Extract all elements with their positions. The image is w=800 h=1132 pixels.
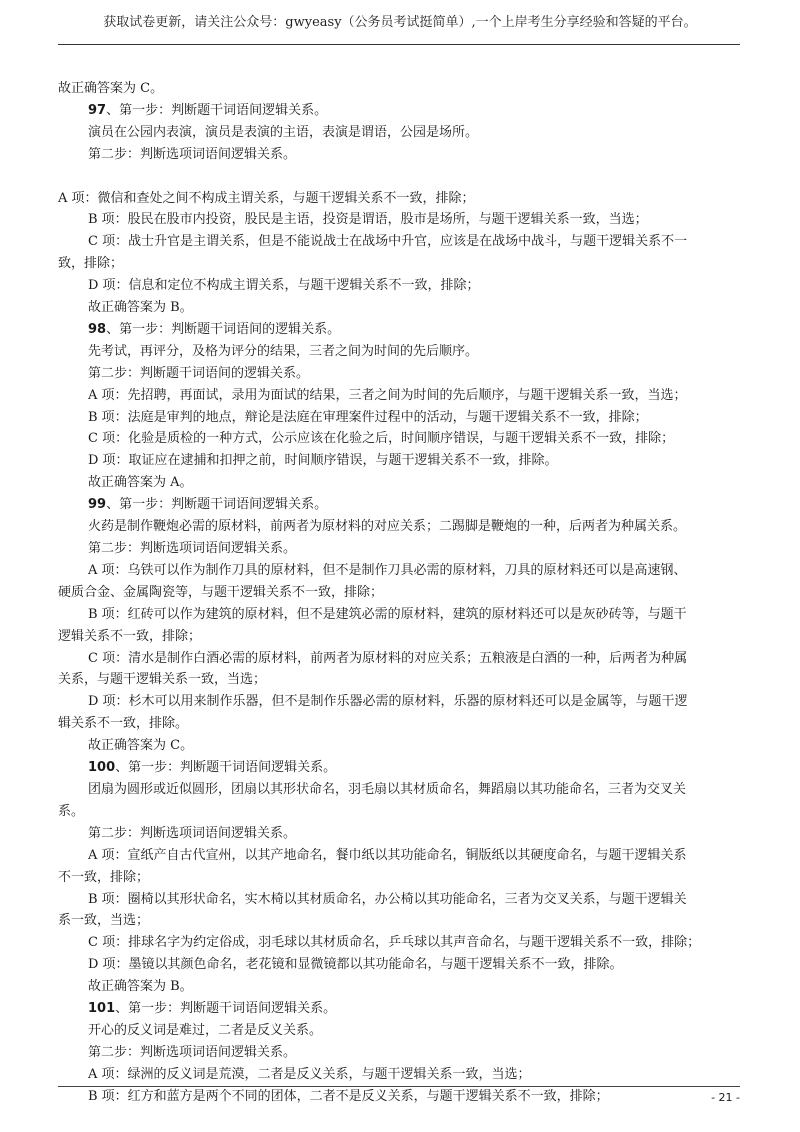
text-line [58,407,740,429]
text-line [58,669,740,691]
question-heading [58,998,740,1020]
text-line [58,691,740,713]
line-text: 、第一步：判断题干词语间逻辑关系。 [115,760,337,776]
text-line [58,209,740,231]
text-line [58,385,740,407]
text-line [58,932,740,954]
line-text: C 项：排球名字为约定俗成，羽毛球以其材质命名，乒乓球以其声音命名，与题干逻辑关系不一致，排除； [88,935,701,951]
text-line [58,144,740,166]
line-text: 硬质合金、金属陶瓷等，与题干逻辑关系不一致，排除； [58,584,384,600]
line-text: 致，排除； [58,256,124,272]
line-text: 开心的反义词是难过，二者是反义关系。 [88,1022,323,1038]
blank-line [58,166,740,188]
line-text: C 项：清水是制作白酒必需的原材料，前两者为原材料的对应关系；五粮液是白酒的一种，后两者为种属 [88,650,688,666]
text-line [58,954,740,976]
question-heading [58,319,740,341]
line-text: C 项：化验是质检的一种方式，公示应该在化验之后，时间顺序错误，与题干逻辑关系不一致，排除； [88,431,675,447]
line-text: 辑关系不一致，排除。 [58,716,189,732]
question-number: 99 [88,497,107,513]
line-text: C 项：战士升官是主谓关系，但是不能说战士在战场中升官，应该是在战场中战斗，与题干逻辑关系不一 [88,234,688,250]
line-text: B 项：圈椅以其形状命名，实木椅以其材质命名，办公椅以其功能命名，三者为交叉关系，与题干逻辑关 [88,891,687,907]
line-text: 、第一步：判断题干词语间逻辑关系。 [106,102,328,118]
question-heading [58,494,740,516]
line-text: D 项：杉木可以用来制作乐器，但不是制作乐器必需的原材料，乐器的原材料还可以是金属等，与题干逻 [88,694,688,710]
text-line [58,188,740,210]
line-text: 故正确答案为 C。 [88,738,194,754]
line-text: 、第一步：判断题干词语间的逻辑关系。 [106,321,341,337]
line-text: D 项：信息和定位不构成主谓关系，与题干逻辑关系不一致，排除； [88,278,480,294]
question-number: 97 [88,102,107,118]
line-text: B 项：红方和蓝方是两个不同的团体，二者不是反义关系，与题干逻辑关系不一致，排除； [88,1088,609,1104]
text-line [58,735,740,757]
question-number: 101 [88,1001,116,1017]
line-text: 不一致，排除； [58,869,150,885]
line-text: A 项：乌铁可以作为制作刀具的原材料，但不是制作刀具必需的原材料，刀具的原材料还可以是高速钢、 [88,562,687,578]
text-line [58,867,740,889]
line-text: 故正确答案为 B。 [88,300,193,316]
line-text: 团扇为圆形或近似圆形，团扇以其形状命名，羽毛扇以其材质命名，舞蹈扇以其功能命名，三者为交叉关 [88,781,687,797]
line-text: 第二步：判断选项词语间逻辑关系。 [88,146,297,162]
text-line [58,428,740,450]
text-line [58,779,740,801]
text-line [58,648,740,670]
text-line [58,297,740,319]
line-text: 关系，与题干逻辑关系一致，当选； [58,672,267,688]
line-text: 火药是制作鞭炮必需的原材料，前两者为原材料的对应关系；二踢脚是鞭炮的一种，后两者为种属关系。 [88,519,687,535]
line-text: B 项：法庭是审判的地点，辩论是法庭在审理案件过程中的活动，与题干逻辑关系不一致，排除； [88,409,648,425]
line-text: 、第一步：判断题干词语间逻辑关系。 [106,497,328,513]
text-line [58,253,740,275]
text-line [58,801,740,823]
text-line [58,450,740,472]
line-text: 故正确答案为 B。 [88,979,193,995]
text-line [58,823,740,845]
text-line [58,538,740,560]
text-line [58,1042,740,1064]
text-line [58,582,740,604]
text-line [58,910,740,932]
line-text: A 项：微信和查处之间不构成主谓关系，与题干逻辑关系不一致，排除； [58,190,475,206]
line-text: 先考试，再评分，及格为评分的结果，三者之间为时间的先后顺序。 [88,343,479,359]
line-text: D 项：墨镜以其颜色命名，老花镜和显微镜都以其功能命名，与题干逻辑关系不一致，排除。 [88,957,623,973]
line-text: D 项：取证应在逮捕和扣押之前，时间顺序错误，与题干逻辑关系不一致，排除。 [88,453,558,469]
line-text: B 项：红砖可以作为建筑的原材料，但不是建筑必需的原材料，建筑的原材料还可以是灰砂砖等，与题干 [88,606,687,622]
line-text: 第二步：判断选项词语间逻辑关系。 [88,541,297,557]
text-line [58,516,740,538]
line-text: 第二步：判断选项词语间逻辑关系。 [88,1044,297,1060]
text-line [58,626,740,648]
line-text: A 项：绿洲的反义词是荒漠，二者是反义关系，与题干逻辑关系一致，当选； [88,1066,531,1082]
line-text: 演员在公园内表演，演员是表演的主语，表演是谓语，公园是场所。 [88,124,479,140]
text-line [58,341,740,363]
footer-divider [58,1086,740,1087]
text-line [58,1086,740,1108]
line-text: 系一致，当选； [58,913,150,929]
text-line [58,231,740,253]
text-line [58,976,740,998]
text-line [58,560,740,582]
line-text: 第二步：判断题干词语间的逻辑关系。 [88,365,310,381]
question-number: 98 [88,321,107,337]
text-line [58,363,740,385]
line-text: B 项：股民在股市内投资，股民是主语，投资是谓语，股市是场所，与题干逻辑关系一致，当选； [88,212,648,228]
line-text: 故正确答案为 A。 [88,475,193,491]
question-heading [58,100,740,122]
text-line [58,1020,740,1042]
page-number: - 21 - [711,1091,740,1104]
text-line [58,1064,740,1086]
line-text: 故正确答案为 C。 [58,81,164,96]
line-text: 逻辑关系不一致，排除； [58,628,202,644]
text-line [58,604,740,626]
text-line [58,472,740,494]
text-line [58,889,740,911]
text-line [58,122,740,144]
question-heading [58,757,740,779]
page-header: 获取试卷更新，请关注公众号：gwyeasy（公务员考试挺简单）,一个上岸考生分享经验和答疑的平台。 [103,15,697,30]
question-number: 100 [88,760,116,776]
line-text: 系。 [58,803,85,819]
document-body [58,78,740,1108]
line-text: 第二步：判断选项词语间逻辑关系。 [88,825,297,841]
header-divider [58,44,740,45]
line-text: A 项：宣纸产自古代宣州，以其产地命名，餐巾纸以其功能命名，铜版纸以其硬度命名，与题干逻辑关系 [88,847,687,863]
text-line [58,845,740,867]
text-line [58,713,740,735]
text-line [58,275,740,297]
line-text: A 项：先招聘，再面试，录用为面试的结果，三者之间为时间的先后顺序，与题干逻辑关系一致，当选； [88,387,687,403]
line-text: 、第一步：判断题干词语间逻辑关系。 [115,1001,337,1017]
text-line [58,78,740,100]
